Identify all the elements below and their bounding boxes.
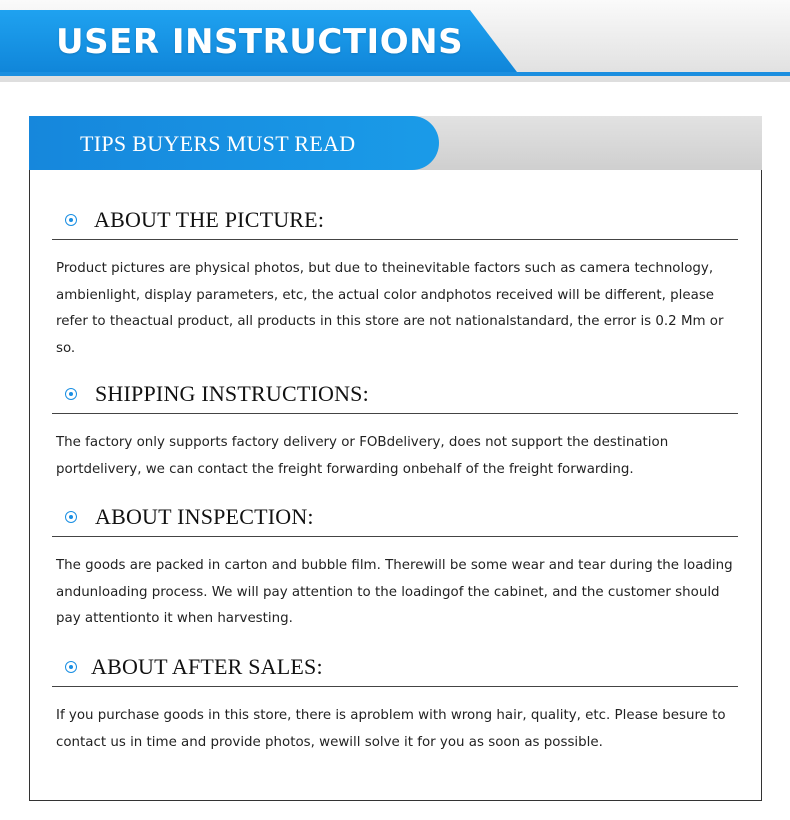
section-body: Product pictures are physical photos, but due to theinevitable factors such as camera technology, ambienlight, display parameters, etc, the actual color andphotos received will be different, please refer to theactual product, all products in this store are not nationalstandard, the error is 0.2 Mm or so. (56, 261, 724, 356)
tips-header-title: TIPS BUYERS MUST READ (80, 131, 356, 156)
banner-underline (0, 72, 790, 76)
section-about-after-sales (52, 650, 738, 756)
section-title: ABOUT INSPECTION: (95, 504, 314, 529)
user-instructions-banner (0, 0, 790, 82)
section-body: The factory only supports factory delivery or FOBdelivery, does not support the destination portdelivery, we can contact the freight forwarding onbehalf of the freight forwarding. (56, 435, 669, 477)
target-bullet-icon (65, 214, 77, 226)
section-heading (52, 377, 738, 414)
banner-title: USER INSTRUCTIONS (56, 22, 464, 62)
section-shipping-instructions (52, 377, 738, 483)
section-heading (52, 650, 738, 687)
section-body: If you purchase goods in this store, there is aproblem with wrong hair, quality, etc. Please besure to contact us in time and provide photos, wewill solve it for you as soon as possible. (56, 708, 726, 750)
target-bullet-icon (65, 388, 77, 400)
tips-header-bar (29, 116, 762, 170)
target-bullet-icon (65, 511, 77, 523)
section-title: ABOUT AFTER SALES: (91, 654, 323, 679)
section-heading (52, 500, 738, 537)
section-title: SHIPPING INSTRUCTIONS: (95, 381, 369, 406)
section-about-picture (52, 203, 738, 362)
section-title: ABOUT THE PICTURE: (94, 207, 325, 232)
target-bullet-icon (65, 661, 77, 673)
section-heading (52, 203, 738, 240)
section-about-inspection (52, 500, 738, 633)
section-body: The goods are packed in carton and bubble film. Therewill be some wear and tear during the loading andunloading process. We will pay attention to the loadingof the cabinet, and the customer should pay attentionto it when harvesting. (56, 558, 733, 626)
